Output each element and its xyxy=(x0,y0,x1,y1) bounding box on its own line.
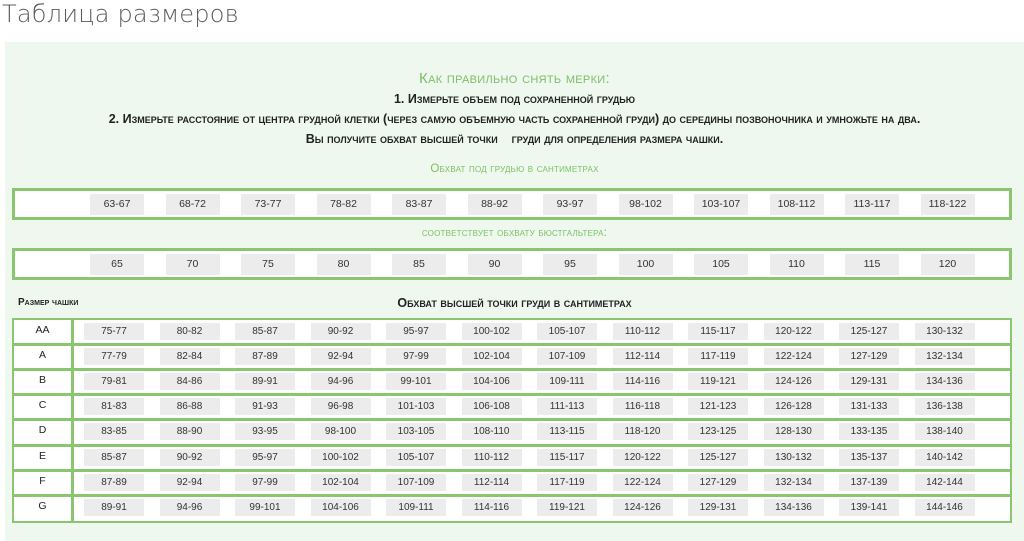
overbust-cell: 130-132 xyxy=(764,449,824,466)
row-divider xyxy=(14,343,1010,346)
band-cell: 65 xyxy=(90,254,144,275)
overbust-cell: 102-104 xyxy=(462,348,522,365)
overbust-cell: 142-144 xyxy=(915,474,975,491)
overbust-cell: 105-107 xyxy=(386,449,446,466)
instructions-title: Как правильно снять мерки: xyxy=(419,70,610,87)
overbust-cell: 131-133 xyxy=(839,398,899,415)
row-divider xyxy=(14,444,1010,447)
overbust-cell: 82-84 xyxy=(160,348,220,365)
overbust-cell: 127-129 xyxy=(688,474,748,491)
overbust-cell: 94-96 xyxy=(311,373,371,390)
overbust-cell: 119-121 xyxy=(537,499,597,516)
overbust-cell: 120-122 xyxy=(613,449,673,466)
overbust-cell: 132-134 xyxy=(915,348,975,365)
overbust-cell: 88-90 xyxy=(160,423,220,440)
overbust-cell: 102-104 xyxy=(311,474,371,491)
overbust-cell: 127-129 xyxy=(839,348,899,365)
cup-size-cell: G xyxy=(38,499,47,512)
underbust-cell: 108-112 xyxy=(770,194,824,215)
overbust-cell: 114-116 xyxy=(462,499,522,516)
overbust-cell: 97-99 xyxy=(386,348,446,365)
overbust-cell: 95-97 xyxy=(386,323,446,340)
cup-size-cell: D xyxy=(38,424,47,437)
size-chart-panel xyxy=(5,42,1024,541)
overbust-cell: 134-136 xyxy=(764,499,824,516)
instruction-result: Вы получите обхват высшей точки груди для определения размера чашки. xyxy=(305,132,724,146)
overbust-cell: 103-105 xyxy=(386,423,446,440)
cup-size-cell: C xyxy=(38,399,47,412)
cup-size-cell: F xyxy=(39,474,46,487)
row-divider xyxy=(14,418,1010,421)
cup-size-cell: A xyxy=(38,349,46,362)
overbust-cell: 114-116 xyxy=(613,373,673,390)
band-cell: 95 xyxy=(543,254,597,275)
band-cell: 105 xyxy=(694,254,748,275)
overbust-cell: 100-102 xyxy=(311,449,371,466)
underbust-cell: 113-117 xyxy=(845,194,899,215)
cup-size-cell: AA xyxy=(35,324,50,336)
overbust-cell: 124-126 xyxy=(613,499,673,516)
row-divider xyxy=(14,368,1010,371)
overbust-cell: 115-117 xyxy=(688,323,748,340)
cup-size-cell: B xyxy=(38,374,46,387)
overbust-cell: 98-100 xyxy=(311,423,371,440)
overbust-cell: 84-86 xyxy=(160,373,220,390)
overbust-cell: 121-123 xyxy=(688,398,748,415)
underbust-cell: 63-67 xyxy=(90,194,144,215)
overbust-cell: 101-103 xyxy=(386,398,446,415)
underbust-cell: 83-87 xyxy=(392,194,446,215)
overbust-cell: 133-135 xyxy=(839,423,899,440)
overbust-cell: 75-77 xyxy=(84,323,144,340)
overbust-cell: 134-136 xyxy=(915,373,975,390)
band-cell: 115 xyxy=(845,254,899,275)
overbust-cell: 83-85 xyxy=(84,423,144,440)
overbust-cell: 112-114 xyxy=(462,474,522,491)
instruction-step-2: 2. Измерьте расстояние от центра грудной клетки (через самую объемную часть сохраненной груди) до середины позвоночника и умножьте на два. xyxy=(108,112,921,126)
overbust-cell: 99-101 xyxy=(235,499,295,516)
overbust-cell: 116-118 xyxy=(613,398,673,415)
overbust-cell: 97-99 xyxy=(235,474,295,491)
overbust-cell: 96-98 xyxy=(311,398,371,415)
overbust-cell: 92-94 xyxy=(311,348,371,365)
overbust-cell: 126-128 xyxy=(764,398,824,415)
overbust-cell: 132-134 xyxy=(764,474,824,491)
band-cell: 75 xyxy=(241,254,295,275)
overbust-cell: 105-107 xyxy=(537,323,597,340)
overbust-cell: 79-81 xyxy=(84,373,144,390)
band-cell: 90 xyxy=(468,254,522,275)
overbust-cell: 129-131 xyxy=(839,373,899,390)
underbust-cell: 88-92 xyxy=(468,194,522,215)
overbust-cell: 100-102 xyxy=(462,323,522,340)
overbust-cell: 110-112 xyxy=(613,323,673,340)
overbust-cell: 81-83 xyxy=(84,398,144,415)
underbust-label: Обхват под грудью в сантиметрах xyxy=(430,163,599,175)
underbust-cell: 78-82 xyxy=(317,194,371,215)
overbust-cell: 93-95 xyxy=(235,423,295,440)
overbust-cell: 89-91 xyxy=(235,373,295,390)
overbust-cell: 125-127 xyxy=(688,449,748,466)
overbust-title: Обхват высшей точки груди в сантиметрах xyxy=(397,296,632,310)
underbust-cell: 68-72 xyxy=(166,194,220,215)
overbust-cell: 123-125 xyxy=(688,423,748,440)
overbust-cell: 122-124 xyxy=(764,348,824,365)
band-cell: 70 xyxy=(166,254,220,275)
overbust-cell: 90-92 xyxy=(311,323,371,340)
underbust-row xyxy=(12,188,1012,220)
overbust-cell: 99-101 xyxy=(386,373,446,390)
overbust-cell: 77-79 xyxy=(84,348,144,365)
overbust-cell: 118-120 xyxy=(613,423,673,440)
overbust-cell: 109-111 xyxy=(537,373,597,390)
overbust-cell: 89-91 xyxy=(84,499,144,516)
band-cell: 80 xyxy=(317,254,371,275)
overbust-cell: 110-112 xyxy=(462,449,522,466)
overbust-cell: 140-142 xyxy=(915,449,975,466)
underbust-cell: 118-122 xyxy=(921,194,975,215)
overbust-cell: 104-106 xyxy=(462,373,522,390)
band-cell: 100 xyxy=(619,254,673,275)
overbust-cell: 104-106 xyxy=(311,499,371,516)
overbust-cell: 113-115 xyxy=(537,423,597,440)
underbust-cell: 73-77 xyxy=(241,194,295,215)
overbust-cell: 85-87 xyxy=(84,449,144,466)
overbust-cell: 117-119 xyxy=(537,474,597,491)
overbust-cell: 108-110 xyxy=(462,423,522,440)
overbust-cell: 85-87 xyxy=(235,323,295,340)
overbust-cell: 92-94 xyxy=(160,474,220,491)
overbust-cell: 90-92 xyxy=(160,449,220,466)
band-label: соответствует обхвату бюстгальтера: xyxy=(421,227,608,239)
overbust-cell: 91-93 xyxy=(235,398,295,415)
overbust-cell: 120-122 xyxy=(764,323,824,340)
overbust-cell: 124-126 xyxy=(764,373,824,390)
overbust-cell: 107-109 xyxy=(537,348,597,365)
page-title: Таблица размеров xyxy=(2,0,239,28)
overbust-cell: 128-130 xyxy=(764,423,824,440)
row-divider xyxy=(14,494,1010,497)
overbust-cell: 95-97 xyxy=(235,449,295,466)
band-row xyxy=(12,248,1012,280)
row-divider xyxy=(14,469,1010,472)
band-cell: 120 xyxy=(921,254,975,275)
overbust-cell: 111-113 xyxy=(537,398,597,415)
band-cell: 85 xyxy=(392,254,446,275)
overbust-cell: 106-108 xyxy=(462,398,522,415)
underbust-cell: 98-102 xyxy=(619,194,673,215)
overbust-cell: 125-127 xyxy=(839,323,899,340)
overbust-cell: 117-119 xyxy=(688,348,748,365)
overbust-cell: 109-111 xyxy=(386,499,446,516)
cup-size-cell: E xyxy=(38,449,46,462)
overbust-cell: 122-124 xyxy=(613,474,673,491)
row-divider xyxy=(14,393,1010,396)
overbust-cell: 115-117 xyxy=(537,449,597,466)
cup-size-label: Размер чашки xyxy=(18,297,79,308)
overbust-cell: 112-114 xyxy=(613,348,673,365)
overbust-cell: 107-109 xyxy=(386,474,446,491)
overbust-cell: 129-131 xyxy=(688,499,748,516)
overbust-cell: 139-141 xyxy=(839,499,899,516)
overbust-cell: 136-138 xyxy=(915,398,975,415)
overbust-cell: 87-89 xyxy=(84,474,144,491)
overbust-cell: 94-96 xyxy=(160,499,220,516)
band-cell: 110 xyxy=(770,254,824,275)
cup-size-table xyxy=(12,318,1012,523)
overbust-cell: 137-139 xyxy=(839,474,899,491)
overbust-cell: 144-146 xyxy=(915,499,975,516)
underbust-cell: 93-97 xyxy=(543,194,597,215)
overbust-cell: 138-140 xyxy=(915,423,975,440)
overbust-cell: 80-82 xyxy=(160,323,220,340)
instruction-step-1: 1. Измерьте объем под сохраненной грудью xyxy=(393,92,636,106)
overbust-cell: 86-88 xyxy=(160,398,220,415)
underbust-cell: 103-107 xyxy=(694,194,748,215)
overbust-cell: 135-137 xyxy=(839,449,899,466)
overbust-cell: 119-121 xyxy=(688,373,748,390)
overbust-cell: 87-89 xyxy=(235,348,295,365)
overbust-cell: 130-132 xyxy=(915,323,975,340)
